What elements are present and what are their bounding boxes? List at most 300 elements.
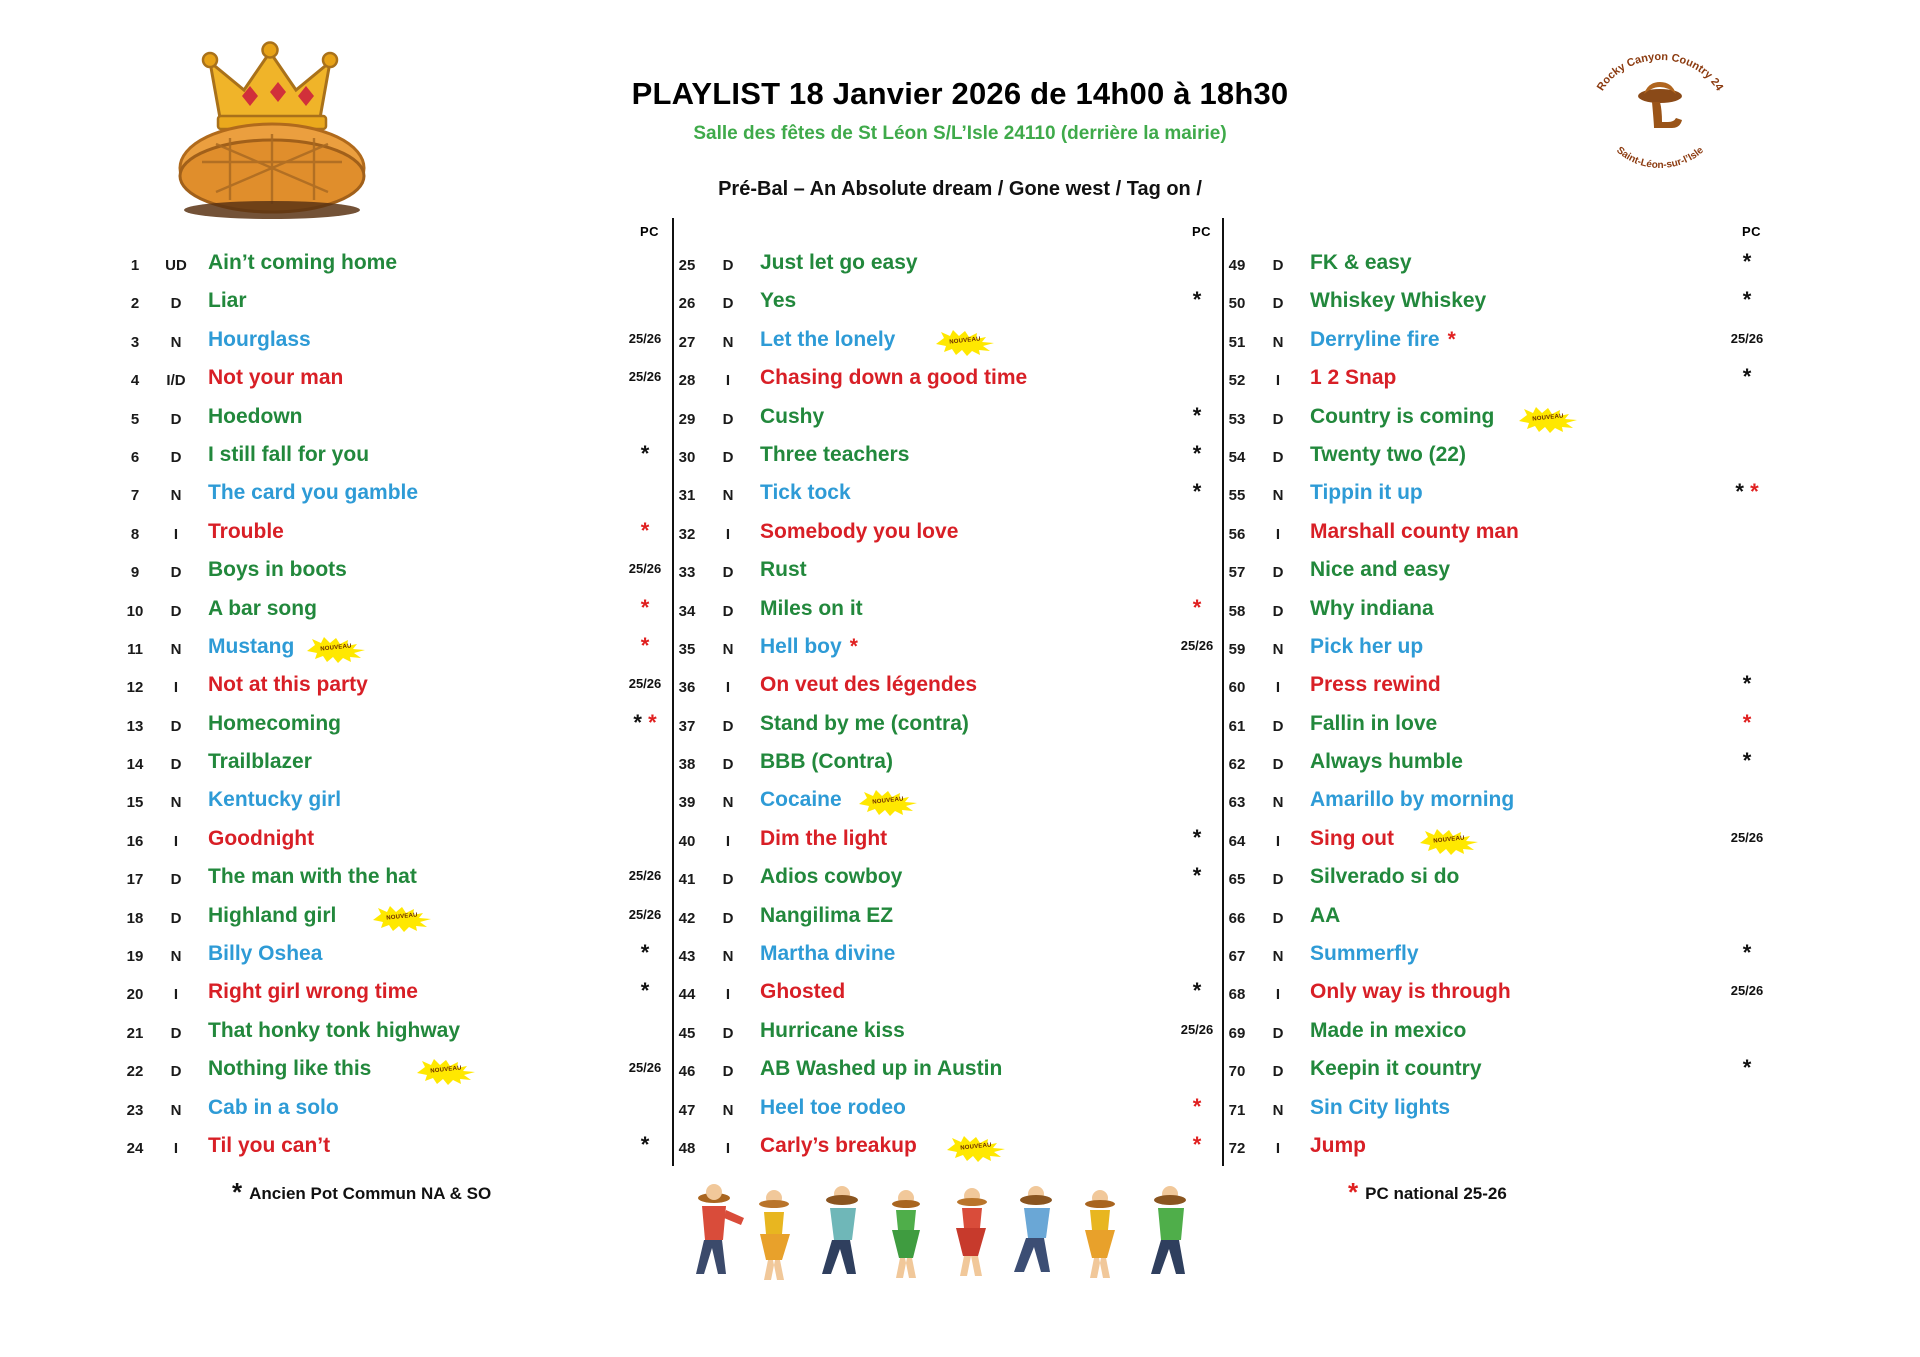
playlist-row[interactable] bbox=[1222, 1131, 1822, 1169]
playlist-row[interactable] bbox=[120, 862, 720, 900]
playlist-row[interactable] bbox=[120, 785, 720, 823]
row-number: 5 bbox=[130, 410, 140, 428]
row-pc-marker: 25/26 bbox=[1180, 637, 1214, 653]
page-title: PLAYLIST 18 Janvier 2026 de 14h00 à 18h30 bbox=[631, 76, 1289, 111]
nouveau-badge bbox=[307, 637, 365, 663]
row-number: 62 bbox=[1228, 756, 1246, 774]
row-dance-type: N bbox=[722, 487, 734, 505]
row-title[interactable]: Sing out bbox=[1310, 826, 1394, 850]
row-dance-type: D bbox=[1272, 717, 1284, 735]
row-pc-marker: * bbox=[640, 517, 650, 543]
row-number: 42 bbox=[678, 909, 696, 927]
playlist-row[interactable] bbox=[1222, 1093, 1822, 1131]
row-title[interactable]: The man with the hat bbox=[208, 865, 417, 889]
row-title[interactable]: Hourglass bbox=[208, 327, 311, 351]
row-dance-type: D bbox=[722, 257, 734, 274]
row-number: 58 bbox=[1228, 602, 1246, 620]
playlist-row[interactable] bbox=[120, 402, 720, 440]
playlist-row[interactable] bbox=[120, 632, 720, 670]
row-dance-type: N bbox=[1272, 333, 1284, 351]
playlist-row[interactable] bbox=[1222, 670, 1822, 708]
row-title[interactable]: Cab in a solo bbox=[208, 1095, 339, 1119]
playlist-column-2 bbox=[672, 218, 1272, 1168]
playlist-row[interactable] bbox=[1222, 1016, 1822, 1054]
playlist-row[interactable] bbox=[120, 1093, 720, 1131]
playlist-row[interactable] bbox=[120, 939, 720, 977]
row-number: 53 bbox=[1228, 410, 1246, 428]
playlist-row[interactable] bbox=[672, 325, 1272, 363]
row-number: 55 bbox=[1228, 487, 1246, 505]
nouveau-badge-label: NOUVEAU bbox=[1433, 835, 1465, 845]
playlist-row[interactable] bbox=[120, 1054, 720, 1092]
row-dance-type: N bbox=[722, 794, 734, 812]
row-title[interactable]: Let the lonely bbox=[760, 327, 896, 351]
playlist-rows-3 bbox=[1222, 248, 1822, 1169]
row-pc-marker: 25/26 bbox=[1730, 829, 1764, 845]
playlist-row[interactable] bbox=[120, 1131, 720, 1169]
playlist-rows-2 bbox=[672, 248, 1272, 1169]
row-title[interactable]: Nangilima EZ bbox=[760, 903, 894, 927]
playlist-row[interactable] bbox=[120, 901, 720, 939]
row-dance-type: D bbox=[1272, 295, 1284, 313]
nouveau-badge-label: NOUVEAU bbox=[430, 1065, 462, 1075]
row-dance-type: N bbox=[170, 640, 182, 658]
legend-left-text: Ancien Pot Commun NA & SO bbox=[249, 1184, 492, 1203]
row-title[interactable]: Amarillo by morning bbox=[1310, 788, 1515, 812]
playlist-row[interactable] bbox=[672, 824, 1272, 862]
nouveau-badge bbox=[859, 790, 917, 816]
playlist-row[interactable] bbox=[672, 1016, 1272, 1054]
playlist-row[interactable] bbox=[672, 402, 1272, 440]
playlist-row[interactable] bbox=[1222, 824, 1822, 862]
row-title[interactable]: Three teachers bbox=[760, 442, 910, 466]
row-number: 39 bbox=[678, 794, 696, 812]
legend-right-text: PC national 25-26 bbox=[1365, 1184, 1507, 1203]
row-title[interactable]: Nice and easy bbox=[1310, 558, 1451, 582]
row-number: 30 bbox=[678, 448, 696, 466]
row-title[interactable]: Martha divine bbox=[760, 942, 896, 966]
row-title[interactable]: Ghosted bbox=[760, 980, 846, 1004]
row-number: 52 bbox=[1228, 372, 1246, 390]
row-dance-type: N bbox=[170, 794, 182, 812]
row-dance-type: I bbox=[173, 679, 179, 697]
asterisk-black-icon: * bbox=[232, 1177, 243, 1207]
playlist-row[interactable] bbox=[1222, 939, 1822, 977]
row-pc-marker: * bbox=[640, 632, 650, 658]
row-dance-type: UD bbox=[165, 257, 187, 274]
row-dance-type: N bbox=[170, 487, 182, 505]
row-dance-type: I bbox=[1275, 679, 1281, 697]
row-pc-marker: * bbox=[1742, 671, 1752, 697]
playlist-rows-1 bbox=[120, 248, 720, 1169]
row-number: 49 bbox=[1228, 257, 1246, 274]
legend-pc-national bbox=[1348, 1177, 1507, 1207]
playlist-row[interactable] bbox=[1222, 594, 1822, 632]
playlist-row[interactable] bbox=[120, 440, 720, 478]
playlist-row[interactable] bbox=[672, 632, 1272, 670]
row-pc-marker: * bbox=[1742, 249, 1752, 274]
row-title[interactable]: The card you gamble bbox=[208, 481, 419, 505]
row-dance-type: N bbox=[722, 333, 734, 351]
playlist-row[interactable] bbox=[120, 1016, 720, 1054]
row-title[interactable]: Whiskey Whiskey bbox=[1310, 289, 1487, 313]
playlist-row[interactable] bbox=[120, 363, 720, 401]
playlist-row[interactable] bbox=[1222, 440, 1822, 478]
playlist-row[interactable] bbox=[120, 594, 720, 632]
playlist-row[interactable] bbox=[1222, 402, 1822, 440]
row-title[interactable]: On veut des légendes bbox=[760, 673, 978, 697]
row-title[interactable]: Trouble bbox=[208, 519, 284, 543]
row-dance-type: D bbox=[1272, 756, 1284, 774]
row-dance-type: I bbox=[173, 525, 179, 543]
playlist-row[interactable] bbox=[672, 939, 1272, 977]
playlist-row[interactable] bbox=[672, 478, 1272, 516]
row-number: 2 bbox=[130, 295, 140, 313]
logo-bottom-text: Saint-Léon-sur-l’Isle bbox=[1614, 144, 1706, 172]
playlist-row[interactable] bbox=[120, 325, 720, 363]
nouveau-badge-label: NOUVEAU bbox=[872, 796, 904, 807]
row-number: 43 bbox=[678, 948, 696, 966]
row-number: 21 bbox=[126, 1024, 144, 1042]
row-number: 71 bbox=[1228, 1101, 1246, 1119]
row-pc-marker: 25/26 bbox=[628, 906, 662, 922]
row-pc-marker: * bbox=[1192, 863, 1202, 889]
row-dance-type: N bbox=[1272, 794, 1284, 812]
row-dance-type: D bbox=[1272, 871, 1284, 889]
row-title[interactable]: Why indiana bbox=[1310, 596, 1434, 620]
row-number: 27 bbox=[678, 333, 696, 351]
row-title[interactable]: Just let go easy bbox=[760, 251, 918, 274]
row-dance-type: I bbox=[173, 1139, 179, 1157]
row-pc-marker: * bbox=[1192, 402, 1202, 428]
row-title[interactable]: Marshall county man bbox=[1310, 519, 1519, 543]
row-title[interactable]: Hoedown bbox=[208, 404, 303, 428]
playlist-row[interactable] bbox=[120, 709, 720, 747]
row-number: 4 bbox=[130, 372, 140, 390]
row-title[interactable]: A bar song bbox=[208, 596, 317, 620]
row-dance-type: D bbox=[170, 871, 182, 889]
row-pc-marker: 25/26 bbox=[628, 561, 662, 577]
row-number: 26 bbox=[678, 295, 696, 313]
playlist-row[interactable] bbox=[120, 478, 720, 516]
row-dance-type: I bbox=[1275, 832, 1281, 850]
row-dance-type: D bbox=[1272, 1024, 1284, 1042]
playlist-row[interactable] bbox=[120, 747, 720, 785]
playlist-row[interactable] bbox=[120, 977, 720, 1015]
row-number: 9 bbox=[130, 564, 140, 582]
row-dance-type: D bbox=[1272, 564, 1284, 582]
row-title[interactable]: Keepin it country bbox=[1310, 1057, 1482, 1081]
row-dance-type: I bbox=[725, 679, 731, 697]
row-title[interactable]: Tippin it up bbox=[1310, 481, 1423, 505]
row-dance-type: D bbox=[1272, 909, 1284, 927]
club-logo bbox=[1580, 42, 1740, 177]
dancers-illustration bbox=[680, 1170, 1250, 1300]
row-number: 13 bbox=[126, 717, 144, 735]
nouveau-badge bbox=[373, 906, 431, 932]
row-title[interactable]: Sin City lights bbox=[1310, 1095, 1451, 1119]
row-title[interactable]: Adios cowboy bbox=[760, 865, 903, 889]
row-title[interactable]: Goodnight bbox=[208, 826, 315, 850]
svg-text:Saint-Léon-sur-l’Isle bbox=[1614, 145, 1706, 171]
row-title[interactable]: Cocaine bbox=[760, 788, 842, 812]
row-title[interactable]: Not your man bbox=[208, 366, 344, 390]
row-number: 45 bbox=[678, 1024, 696, 1042]
row-number: 19 bbox=[126, 948, 144, 966]
playlist-row[interactable] bbox=[672, 670, 1272, 708]
row-dance-type: I bbox=[725, 1139, 731, 1157]
playlist-row[interactable] bbox=[672, 1093, 1272, 1131]
row-pc-marker: * bbox=[640, 1131, 650, 1157]
nouveau-badge-label: NOUVEAU bbox=[1532, 412, 1564, 423]
playlist-row[interactable] bbox=[672, 747, 1272, 785]
row-title[interactable]: I still fall for you bbox=[208, 442, 370, 466]
row-dance-type: D bbox=[170, 717, 182, 735]
row-number: 17 bbox=[126, 871, 144, 889]
row-dance-type: D bbox=[170, 909, 182, 927]
playlist-row[interactable] bbox=[1222, 862, 1822, 900]
row-dance-type: N bbox=[1272, 1101, 1284, 1119]
playlist-row[interactable] bbox=[672, 1131, 1272, 1169]
nouveau-badge-label: NOUVEAU bbox=[960, 1142, 992, 1152]
playlist-row[interactable] bbox=[1222, 517, 1822, 555]
playlist-row[interactable] bbox=[1222, 747, 1822, 785]
row-number: 63 bbox=[1228, 794, 1246, 812]
row-title[interactable]: Dim the light bbox=[760, 826, 888, 850]
row-dance-type: I bbox=[725, 986, 731, 1004]
pc-column-header: PC bbox=[1192, 224, 1212, 239]
playlist-row[interactable] bbox=[672, 785, 1272, 823]
playlist-row[interactable] bbox=[672, 555, 1272, 593]
row-dance-type: D bbox=[170, 1063, 182, 1081]
row-title[interactable]: AA bbox=[1310, 903, 1341, 927]
playlist-row[interactable] bbox=[120, 555, 720, 593]
row-title[interactable]: AB Washed up in Austin bbox=[760, 1057, 1003, 1081]
row-number: 33 bbox=[678, 564, 696, 582]
playlist-row[interactable] bbox=[672, 1054, 1272, 1092]
playlist-row[interactable] bbox=[120, 286, 720, 324]
legend-ancien-pot-commun bbox=[232, 1177, 492, 1207]
playlist-columns bbox=[0, 218, 1920, 1168]
row-title[interactable]: Summerfly bbox=[1310, 942, 1419, 966]
row-title[interactable]: 1 2 Snap bbox=[1310, 366, 1397, 390]
playlist-row[interactable] bbox=[672, 901, 1272, 939]
row-title[interactable]: Somebody you love bbox=[760, 519, 959, 543]
playlist-row[interactable] bbox=[672, 594, 1272, 632]
playlist-row[interactable] bbox=[1222, 286, 1822, 324]
nouveau-badge bbox=[417, 1059, 475, 1085]
row-number: 22 bbox=[126, 1063, 144, 1081]
row-dance-type: D bbox=[170, 1024, 182, 1042]
page-header bbox=[0, 0, 1920, 215]
row-title[interactable]: Nothing like this bbox=[208, 1057, 372, 1081]
row-dance-type: D bbox=[722, 602, 734, 620]
row-pc-marker: * bbox=[1192, 1131, 1202, 1157]
row-title[interactable]: Carly’s breakup bbox=[760, 1133, 917, 1157]
playlist-row[interactable] bbox=[1222, 709, 1822, 747]
playlist-row[interactable] bbox=[672, 517, 1272, 555]
row-title[interactable]: Fallin in love bbox=[1310, 711, 1438, 735]
row-pc-marker: * bbox=[640, 978, 650, 1004]
row-dance-type: I bbox=[725, 525, 731, 543]
venue-subtitle: Salle des fêtes de St Léon S/L’Isle 24110 (derrière la mairie) bbox=[693, 123, 1227, 144]
row-title[interactable]: Pick her up bbox=[1310, 634, 1424, 658]
row-dance-type: D bbox=[170, 602, 182, 620]
row-pc-marker: 25/26 bbox=[1730, 330, 1764, 346]
playlist-row[interactable] bbox=[120, 670, 720, 708]
row-pc-marker: * bbox=[1742, 364, 1752, 390]
row-dance-type: I bbox=[173, 832, 179, 850]
row-number: 69 bbox=[1228, 1024, 1246, 1042]
playlist-row[interactable] bbox=[1222, 478, 1822, 516]
row-title[interactable]: Kentucky girl bbox=[208, 788, 342, 812]
row-title[interactable]: Til you can’t bbox=[208, 1133, 331, 1157]
nouveau-badge bbox=[947, 1136, 1005, 1162]
row-number: 15 bbox=[126, 794, 144, 812]
row-pc-marker: * bbox=[1742, 1055, 1752, 1081]
row-title[interactable]: Billy Oshea bbox=[208, 942, 323, 966]
row-title[interactable]: Yes bbox=[760, 289, 797, 313]
row-number: 36 bbox=[678, 679, 696, 697]
row-dance-type: D bbox=[722, 756, 734, 774]
row-dance-type: N bbox=[1272, 487, 1284, 505]
row-dance-type: D bbox=[170, 410, 182, 428]
row-title[interactable]: Press rewind bbox=[1310, 673, 1441, 697]
row-number: 59 bbox=[1228, 640, 1246, 658]
row-title[interactable]: Boys in boots bbox=[208, 558, 347, 582]
row-title[interactable]: Tick tock bbox=[760, 481, 851, 505]
nouveau-badge bbox=[1519, 407, 1577, 433]
row-title[interactable]: Silverado si do bbox=[1310, 865, 1460, 889]
playlist-row[interactable] bbox=[120, 824, 720, 862]
row-title[interactable]: Mustang bbox=[208, 634, 295, 658]
row-dance-type: D bbox=[722, 410, 734, 428]
row-dance-type: D bbox=[1272, 1063, 1284, 1081]
row-dance-type: D bbox=[1272, 410, 1284, 428]
row-number: 68 bbox=[1228, 986, 1246, 1004]
playlist-row[interactable] bbox=[672, 286, 1272, 324]
playlist-row[interactable] bbox=[1222, 1054, 1822, 1092]
pc-column-header: PC bbox=[640, 224, 660, 239]
row-dance-type: N bbox=[170, 948, 182, 966]
row-pc-marker: 25/26 bbox=[628, 330, 662, 346]
row-title[interactable]: Homecoming bbox=[208, 711, 342, 735]
row-title[interactable]: Country is coming bbox=[1310, 404, 1495, 428]
playlist-row[interactable] bbox=[1222, 977, 1822, 1015]
row-title[interactable]: FK & easy bbox=[1310, 251, 1412, 274]
row-dance-type: N bbox=[170, 1101, 182, 1119]
row-dance-type: I/D bbox=[166, 372, 186, 390]
row-number: 31 bbox=[678, 487, 696, 505]
playlist-row[interactable] bbox=[120, 248, 720, 286]
playlist-row[interactable] bbox=[120, 517, 720, 555]
row-title[interactable]: BBB (Contra) bbox=[760, 750, 893, 774]
row-number: 46 bbox=[678, 1063, 696, 1081]
playlist-row[interactable] bbox=[672, 440, 1272, 478]
row-title[interactable]: Heel toe rodeo bbox=[760, 1095, 906, 1119]
playlist-row[interactable] bbox=[1222, 363, 1822, 401]
playlist-row[interactable] bbox=[1222, 901, 1822, 939]
row-number: 14 bbox=[126, 756, 144, 774]
row-number: 11 bbox=[127, 640, 143, 658]
row-pc-marker: * bbox=[640, 594, 650, 620]
row-title[interactable]: That honky tonk highway bbox=[208, 1018, 461, 1042]
row-title[interactable]: Only way is through bbox=[1310, 980, 1511, 1004]
row-title[interactable]: Ain’t coming home bbox=[208, 251, 397, 274]
row-number: 34 bbox=[678, 602, 696, 620]
row-title[interactable]: Made in mexico bbox=[1310, 1018, 1467, 1042]
row-title[interactable]: Twenty two (22) bbox=[1310, 442, 1466, 466]
title-asterisk-icon: * bbox=[1447, 327, 1456, 351]
row-number: 23 bbox=[126, 1101, 144, 1119]
playlist-row[interactable] bbox=[1222, 248, 1822, 286]
row-number: 66 bbox=[1228, 909, 1246, 927]
playlist-row[interactable] bbox=[672, 248, 1272, 286]
playlist-row[interactable] bbox=[672, 862, 1272, 900]
row-number: 7 bbox=[130, 487, 140, 505]
playlist-column-3 bbox=[1222, 218, 1822, 1168]
row-pc-marker: 25/26 bbox=[1730, 983, 1764, 999]
row-pc-marker: 25/26 bbox=[628, 1060, 662, 1076]
row-title[interactable]: Not at this party bbox=[208, 673, 368, 697]
row-dance-type: D bbox=[722, 871, 734, 889]
row-title[interactable]: Hell boy * bbox=[760, 634, 858, 658]
row-title[interactable]: Hurricane kiss bbox=[760, 1018, 905, 1042]
row-title[interactable]: Right girl wrong time bbox=[208, 980, 418, 1004]
row-title[interactable]: Jump bbox=[1310, 1133, 1367, 1157]
row-dance-type: N bbox=[722, 1101, 734, 1119]
row-number: 60 bbox=[1228, 679, 1246, 697]
nouveau-badge-label: NOUVEAU bbox=[320, 643, 352, 653]
row-title[interactable]: Chasing down a good time bbox=[760, 366, 1028, 390]
row-pc-marker: * bbox=[640, 440, 650, 466]
row-title[interactable]: Derryline fire * bbox=[1310, 327, 1456, 351]
row-number: 16 bbox=[126, 832, 144, 850]
playlist-row[interactable] bbox=[672, 977, 1272, 1015]
row-pc-marker: * bbox=[1192, 287, 1202, 313]
playlist-row[interactable] bbox=[1222, 555, 1822, 593]
row-dance-type: D bbox=[1272, 602, 1284, 620]
row-title[interactable]: Miles on it bbox=[760, 596, 863, 620]
row-title[interactable]: Rust bbox=[760, 558, 807, 582]
playlist-row[interactable] bbox=[1222, 632, 1822, 670]
row-title[interactable]: Stand by me (contra) bbox=[760, 711, 969, 735]
row-dance-type: D bbox=[722, 1063, 734, 1081]
row-dance-type: D bbox=[722, 909, 734, 927]
playlist-row[interactable] bbox=[1222, 785, 1822, 823]
row-number: 35 bbox=[678, 640, 696, 658]
playlist-row[interactable] bbox=[672, 709, 1272, 747]
row-dance-type: D bbox=[722, 564, 734, 582]
row-number: 72 bbox=[1228, 1139, 1246, 1157]
row-title[interactable]: Liar bbox=[208, 289, 247, 313]
row-title[interactable]: Cushy bbox=[760, 404, 825, 428]
row-dance-type: D bbox=[170, 756, 182, 774]
page-footer bbox=[0, 1177, 1920, 1300]
row-title[interactable]: Trailblazer bbox=[208, 750, 312, 774]
row-title[interactable]: Always humble bbox=[1310, 750, 1463, 774]
row-dance-type: D bbox=[722, 1024, 734, 1042]
row-title[interactable]: Highland girl bbox=[208, 903, 337, 927]
playlist-row[interactable] bbox=[672, 363, 1272, 401]
prebal-line: Pré-Bal – An Absolute dream / Gone west / Tag on / bbox=[718, 178, 1202, 200]
playlist-row[interactable] bbox=[1222, 325, 1822, 363]
row-dance-type: D bbox=[1272, 257, 1284, 274]
row-number: 3 bbox=[130, 333, 140, 351]
row-pc-marker: 25/26 bbox=[628, 676, 662, 692]
nouveau-badge-label: NOUVEAU bbox=[949, 336, 981, 346]
row-number: 70 bbox=[1228, 1063, 1246, 1081]
